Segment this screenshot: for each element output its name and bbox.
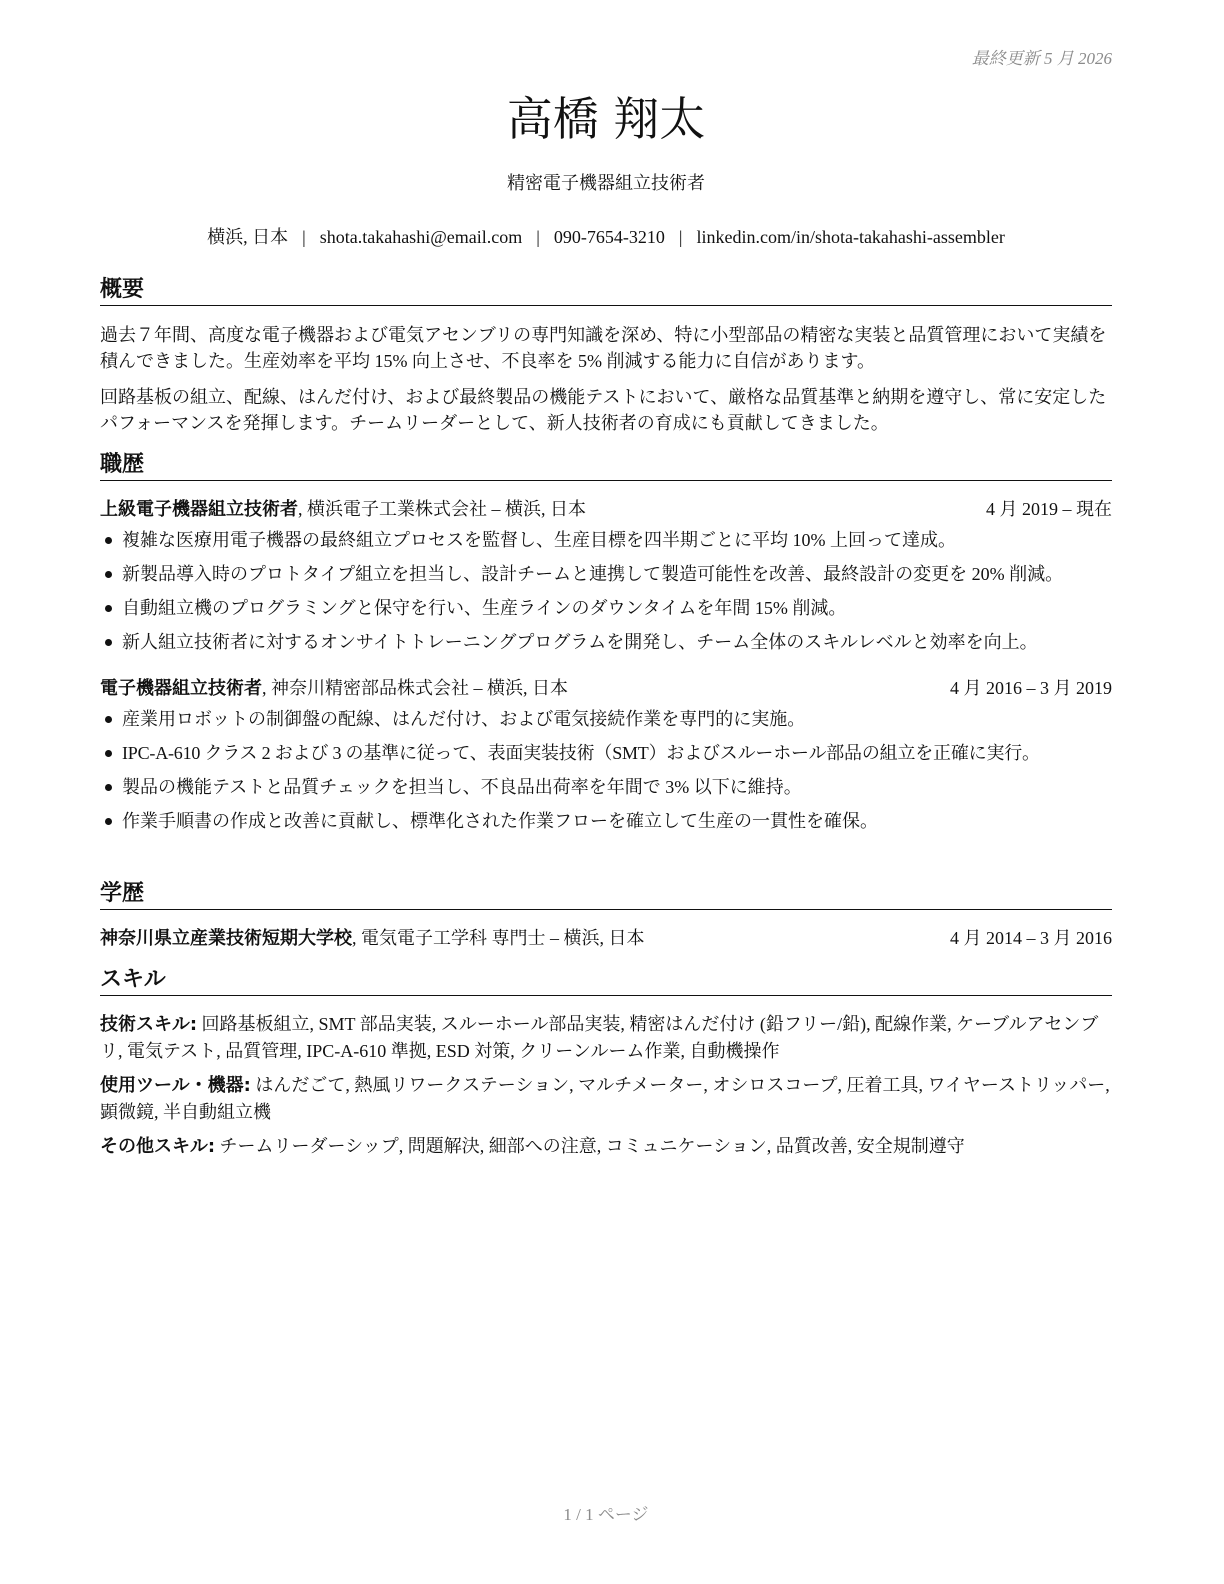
skill-row [100,1072,1112,1125]
summary-section [100,276,1112,436]
skill-row [100,1011,1112,1064]
job-org: , 神奈川精密部品株式会社 – 横浜, 日本 [262,678,568,698]
skill-text: チームリーダーシップ, 問題解決, 細部への注意, コミュニケーション, 品質改善, 安全規制遵守 [215,1136,965,1156]
job-title-line [100,675,568,702]
school-name: 神奈川県立産業技術短期大学校 [100,928,352,949]
contact-separator: | [678,227,683,247]
job-bullet: 新人組立技術者に対するオンサイトトレーニングプログラムを開発し、チーム全体のスキルレベルと効率を向上。 [100,629,1112,655]
skill-text: 回路基板組立, SMT 部品実装, スルーホール部品実装, 精密はんだ付け (鉛フリー/鉛), 配線作業, ケーブルアセンブリ, 電気テスト, 品質管理, IPC-A-610 準拠, ESD 対策, クリーンルーム作業, 自動機操作 [100,1014,1099,1061]
job-bullet: 新製品導入時のプロトタイプ組立を担当し、設計チームと連携して製造可能性を改善、最終設計の変更を 20% 削減。 [100,561,1112,587]
job-bullet: 製品の機能テストと品質チェックを担当し、不良品出荷率を年間で 3% 以下に維持。 [100,774,1112,800]
skill-row [100,1133,1112,1160]
job-bullets [100,527,1112,655]
contact-phone[interactable]: 090-7654-3210 [553,227,665,247]
skill-label: 使用ツール・機器: [100,1075,251,1096]
skill-text: はんだごて, 熱風リワークステーション, マルチメーター, オシロスコープ, 圧着工具, ワイヤーストリッパー, 顕微鏡, 半自動組立機 [100,1075,1110,1122]
education-dates: 4 月 2014 – 3 月 2016 [950,928,1112,948]
job-role: 電子機器組立技術者 [100,678,262,699]
education-detail: , 電気電子工学科 専門士 – 横浜, 日本 [352,928,645,948]
summary-paragraph: 回路基板の組立、配線、はんだ付け、および最終製品の機能テストにおいて、厳格な品質基準と納期を遵守し、常に安定したパフォーマンスを発揮します。チームリーダーとして、新人技術者の育成にも貢献してきました。 [100,387,1107,433]
contact-location: 横浜, 日本 [207,227,289,247]
section-heading: 学歴 [100,880,1112,910]
job-header [100,496,1112,523]
job-entry [100,496,1112,655]
last-updated: 最終更新 5 月 2026 [971,49,1112,68]
experience-section [100,451,1112,834]
education-line [100,925,645,952]
skill-label: 技術スキル: [100,1014,198,1035]
education-section [100,880,1112,952]
section-heading: スキル [100,966,1112,996]
job-dates: 4 月 2019 – 現在 [986,499,1112,519]
job-entry [100,675,1112,834]
job-role: 上級電子機器組立技術者 [100,499,298,520]
job-bullet: 産業用ロボットの制御盤の配線、はんだ付け、および電気接続作業を専門的に実施。 [100,706,1112,732]
resume-page [100,0,1112,1584]
education-entry [100,925,1112,952]
job-title-line [100,496,586,523]
candidate-name: 高橋 翔太 [506,92,706,146]
job-org: , 横浜電子工業株式会社 – 横浜, 日本 [298,499,586,519]
summary-paragraph: 過去７年間、高度な電子機器および電気アセンブリの専門知識を深め、特に小型部品の精密な実装と品質管理において実績を積んできました。生産効率を平均 15% 向上させ、不良率を 5% 削減する能力に自信があります。 [100,325,1107,371]
contact-line [100,224,1112,250]
contact-separator: | [536,227,540,247]
job-title: 精密電子機器組立技術者 [507,173,705,193]
skills-section [100,966,1112,1160]
job-bullet: 自動組立機のプログラミングと保守を行い、生産ラインのダウンタイムを年間 15% 削減。 [100,595,1112,621]
contact-linkedin[interactable]: linkedin.com/in/shota-takahashi-assembler [696,227,1005,247]
contact-email[interactable]: shota.takahashi@email.com [319,227,523,247]
section-heading: 職歴 [100,451,1112,481]
job-bullet: 作業手順書の作成と改善に貢献し、標準化された作業フローを確立して生産の一貫性を確保。 [100,808,1112,834]
job-header [100,675,1112,702]
job-dates: 4 月 2016 – 3 月 2019 [950,678,1112,698]
job-bullet: 複雑な医療用電子機器の最終組立プロセスを監督し、生産目標を四半期ごとに平均 10% 上回って達成。 [100,527,1112,553]
job-bullet: IPC-A-610 クラス 2 および 3 の基準に従って、表面実装技術（SMT）およびスルーホール部品の組立を正確に実行。 [100,740,1112,766]
section-heading: 概要 [100,276,1112,306]
skill-label: その他スキル: [100,1136,216,1157]
job-bullets [100,706,1112,834]
contact-separator: | [302,227,306,247]
page-number: 1 / 1 ページ [563,1505,649,1524]
